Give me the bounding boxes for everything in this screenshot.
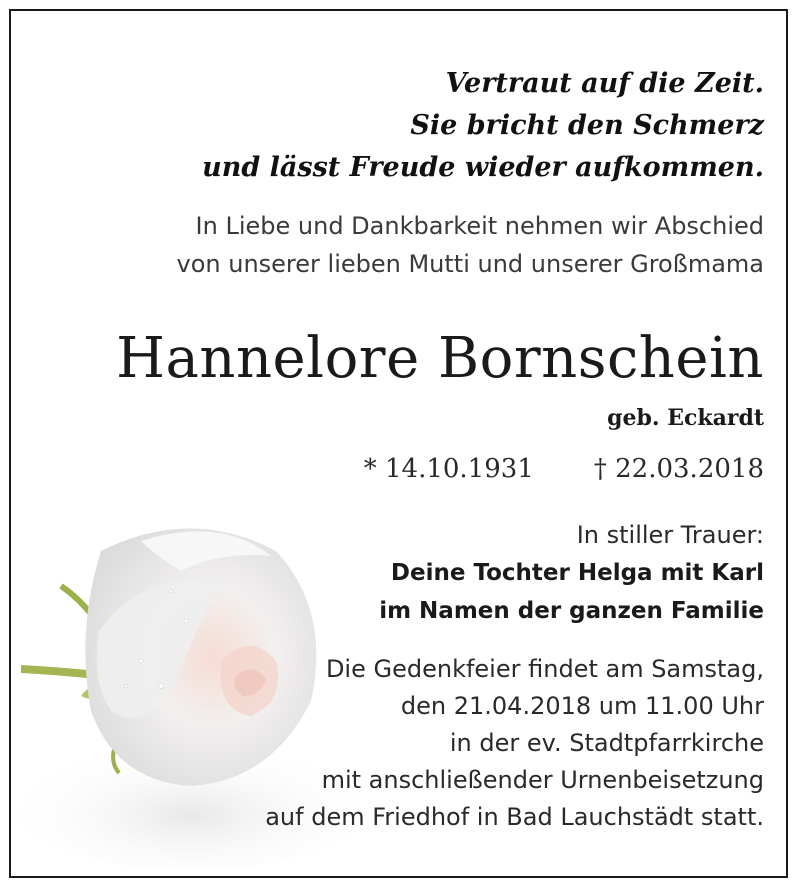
- birth-date: * 14.10.1931: [363, 454, 534, 484]
- maiden-name: geb. Eckardt: [607, 405, 764, 431]
- motto-line: Vertraut auf die Zeit.: [445, 68, 764, 99]
- farewell-intro: [177, 207, 764, 283]
- deceased-name: Hannelore Bornschein: [116, 326, 764, 391]
- mourner-line: im Namen der ganzen Familie: [379, 598, 764, 624]
- ceremony-line: in der ev. Stadtpfarrkirche: [449, 729, 764, 757]
- mourner-line: Deine Tochter Helga mit Karl: [390, 560, 764, 586]
- motto-quote: [202, 63, 764, 189]
- ceremony-line: Die Gedenkfeier findet am Samstag,: [325, 655, 764, 683]
- ceremony-notice: [265, 651, 764, 836]
- ceremony-line: auf dem Friedhof in Bad Lauchstädt statt.: [265, 803, 764, 831]
- motto-line: Sie bricht den Schmerz: [410, 110, 764, 141]
- mourning-intro: In stiller Trauer:: [576, 521, 764, 549]
- mourners-list: [379, 554, 764, 630]
- ceremony-line: mit anschließender Urnenbeisetzung: [321, 766, 764, 794]
- intro-line: In Liebe und Dankbarkeit nehmen wir Abschied: [195, 212, 764, 240]
- motto-line: und lässt Freude wieder aufkommen.: [202, 152, 764, 183]
- obituary-card: [9, 9, 788, 878]
- death-date: † 22.03.2018: [593, 454, 764, 484]
- ceremony-line: den 21.04.2018 um 11.00 Uhr: [400, 692, 764, 720]
- intro-line: von unserer lieben Mutti und unserer Großmama: [176, 250, 764, 278]
- life-dates: [364, 451, 764, 487]
